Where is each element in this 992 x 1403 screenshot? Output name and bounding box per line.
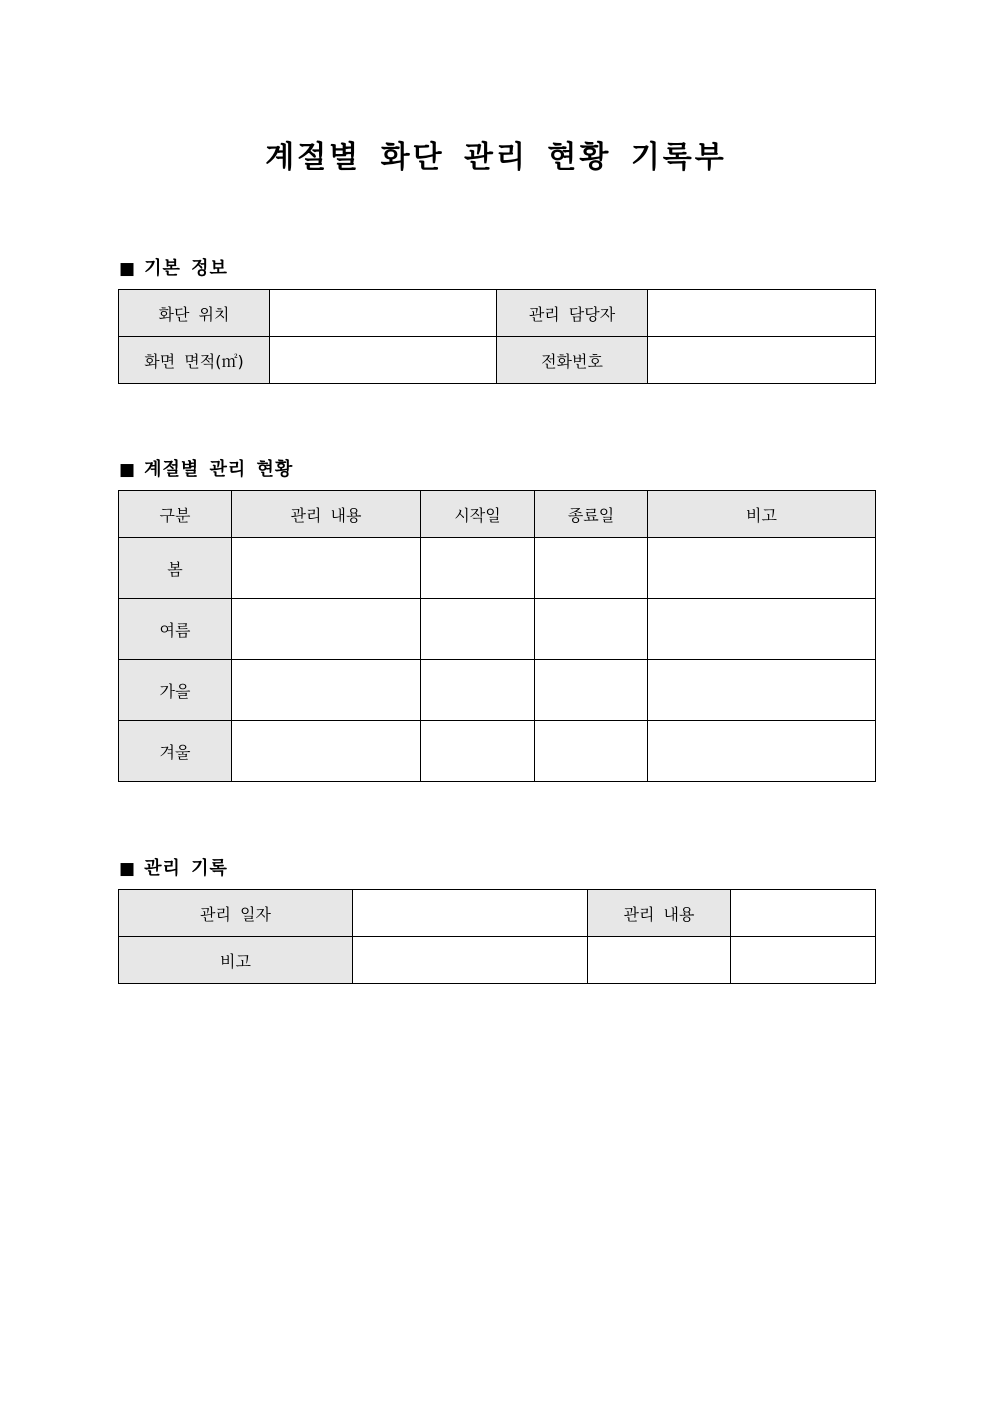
table-row-winter (119, 721, 876, 782)
record-date-field[interactable] (353, 890, 588, 937)
column-header-category: 구분 (119, 491, 232, 538)
manager-field[interactable] (648, 290, 876, 337)
winter-note-field[interactable] (648, 721, 876, 782)
section-heading-basic-info (119, 254, 228, 280)
season-label-spring: 봄 (119, 538, 232, 599)
summer-end-field[interactable] (535, 599, 648, 660)
table-row (119, 290, 876, 337)
summer-content-field[interactable] (232, 599, 421, 660)
section-heading-text: 관리 기록 (144, 858, 228, 879)
spring-note-field[interactable] (648, 538, 876, 599)
document-title: 계절별 화단 관리 현황 기록부 (265, 140, 727, 175)
record-note-field[interactable] (353, 937, 588, 984)
spring-end-field[interactable] (535, 538, 648, 599)
winter-end-field[interactable] (535, 721, 648, 782)
column-header-content: 관리 내용 (232, 491, 421, 538)
square-bullet-icon: ■ (119, 460, 137, 480)
basic-info-table (118, 289, 876, 384)
spring-content-field[interactable] (232, 538, 421, 599)
spring-start-field[interactable] (421, 538, 535, 599)
season-label-summer: 여름 (119, 599, 232, 660)
season-label-winter: 겨울 (119, 721, 232, 782)
section-heading-records (119, 854, 228, 880)
record-content-label: 관리 내용 (588, 890, 731, 937)
record-date-label: 관리 일자 (119, 890, 353, 937)
seasonal-management-table (118, 490, 876, 782)
record-extra-field-2[interactable] (731, 937, 876, 984)
summer-start-field[interactable] (421, 599, 535, 660)
autumn-note-field[interactable] (648, 660, 876, 721)
location-label: 화단 위치 (119, 290, 270, 337)
table-header-row (119, 491, 876, 538)
record-content-field[interactable] (731, 890, 876, 937)
table-row-summer (119, 599, 876, 660)
section-heading-text: 계절별 관리 현황 (144, 459, 294, 480)
phone-field[interactable] (648, 337, 876, 384)
location-field[interactable] (270, 290, 497, 337)
phone-label: 전화번호 (497, 337, 648, 384)
table-row (119, 890, 876, 937)
record-note-label: 비고 (119, 937, 353, 984)
autumn-start-field[interactable] (421, 660, 535, 721)
management-record-table (118, 889, 876, 984)
section-heading-seasonal (119, 455, 293, 481)
section-heading-text: 기본 정보 (144, 258, 228, 279)
column-header-start-date: 시작일 (421, 491, 535, 538)
area-field[interactable] (270, 337, 497, 384)
area-label: 화면 면적(㎡) (119, 337, 270, 384)
column-header-note: 비고 (648, 491, 876, 538)
square-bullet-icon: ■ (119, 859, 137, 879)
summer-note-field[interactable] (648, 599, 876, 660)
column-header-end-date: 종료일 (535, 491, 648, 538)
table-row-spring (119, 538, 876, 599)
table-row (119, 937, 876, 984)
season-label-autumn: 가을 (119, 660, 232, 721)
autumn-content-field[interactable] (232, 660, 421, 721)
autumn-end-field[interactable] (535, 660, 648, 721)
table-row-autumn (119, 660, 876, 721)
square-bullet-icon: ■ (119, 259, 137, 279)
record-extra-field-1[interactable] (588, 937, 731, 984)
winter-start-field[interactable] (421, 721, 535, 782)
winter-content-field[interactable] (232, 721, 421, 782)
table-row (119, 337, 876, 384)
manager-label: 관리 담당자 (497, 290, 648, 337)
